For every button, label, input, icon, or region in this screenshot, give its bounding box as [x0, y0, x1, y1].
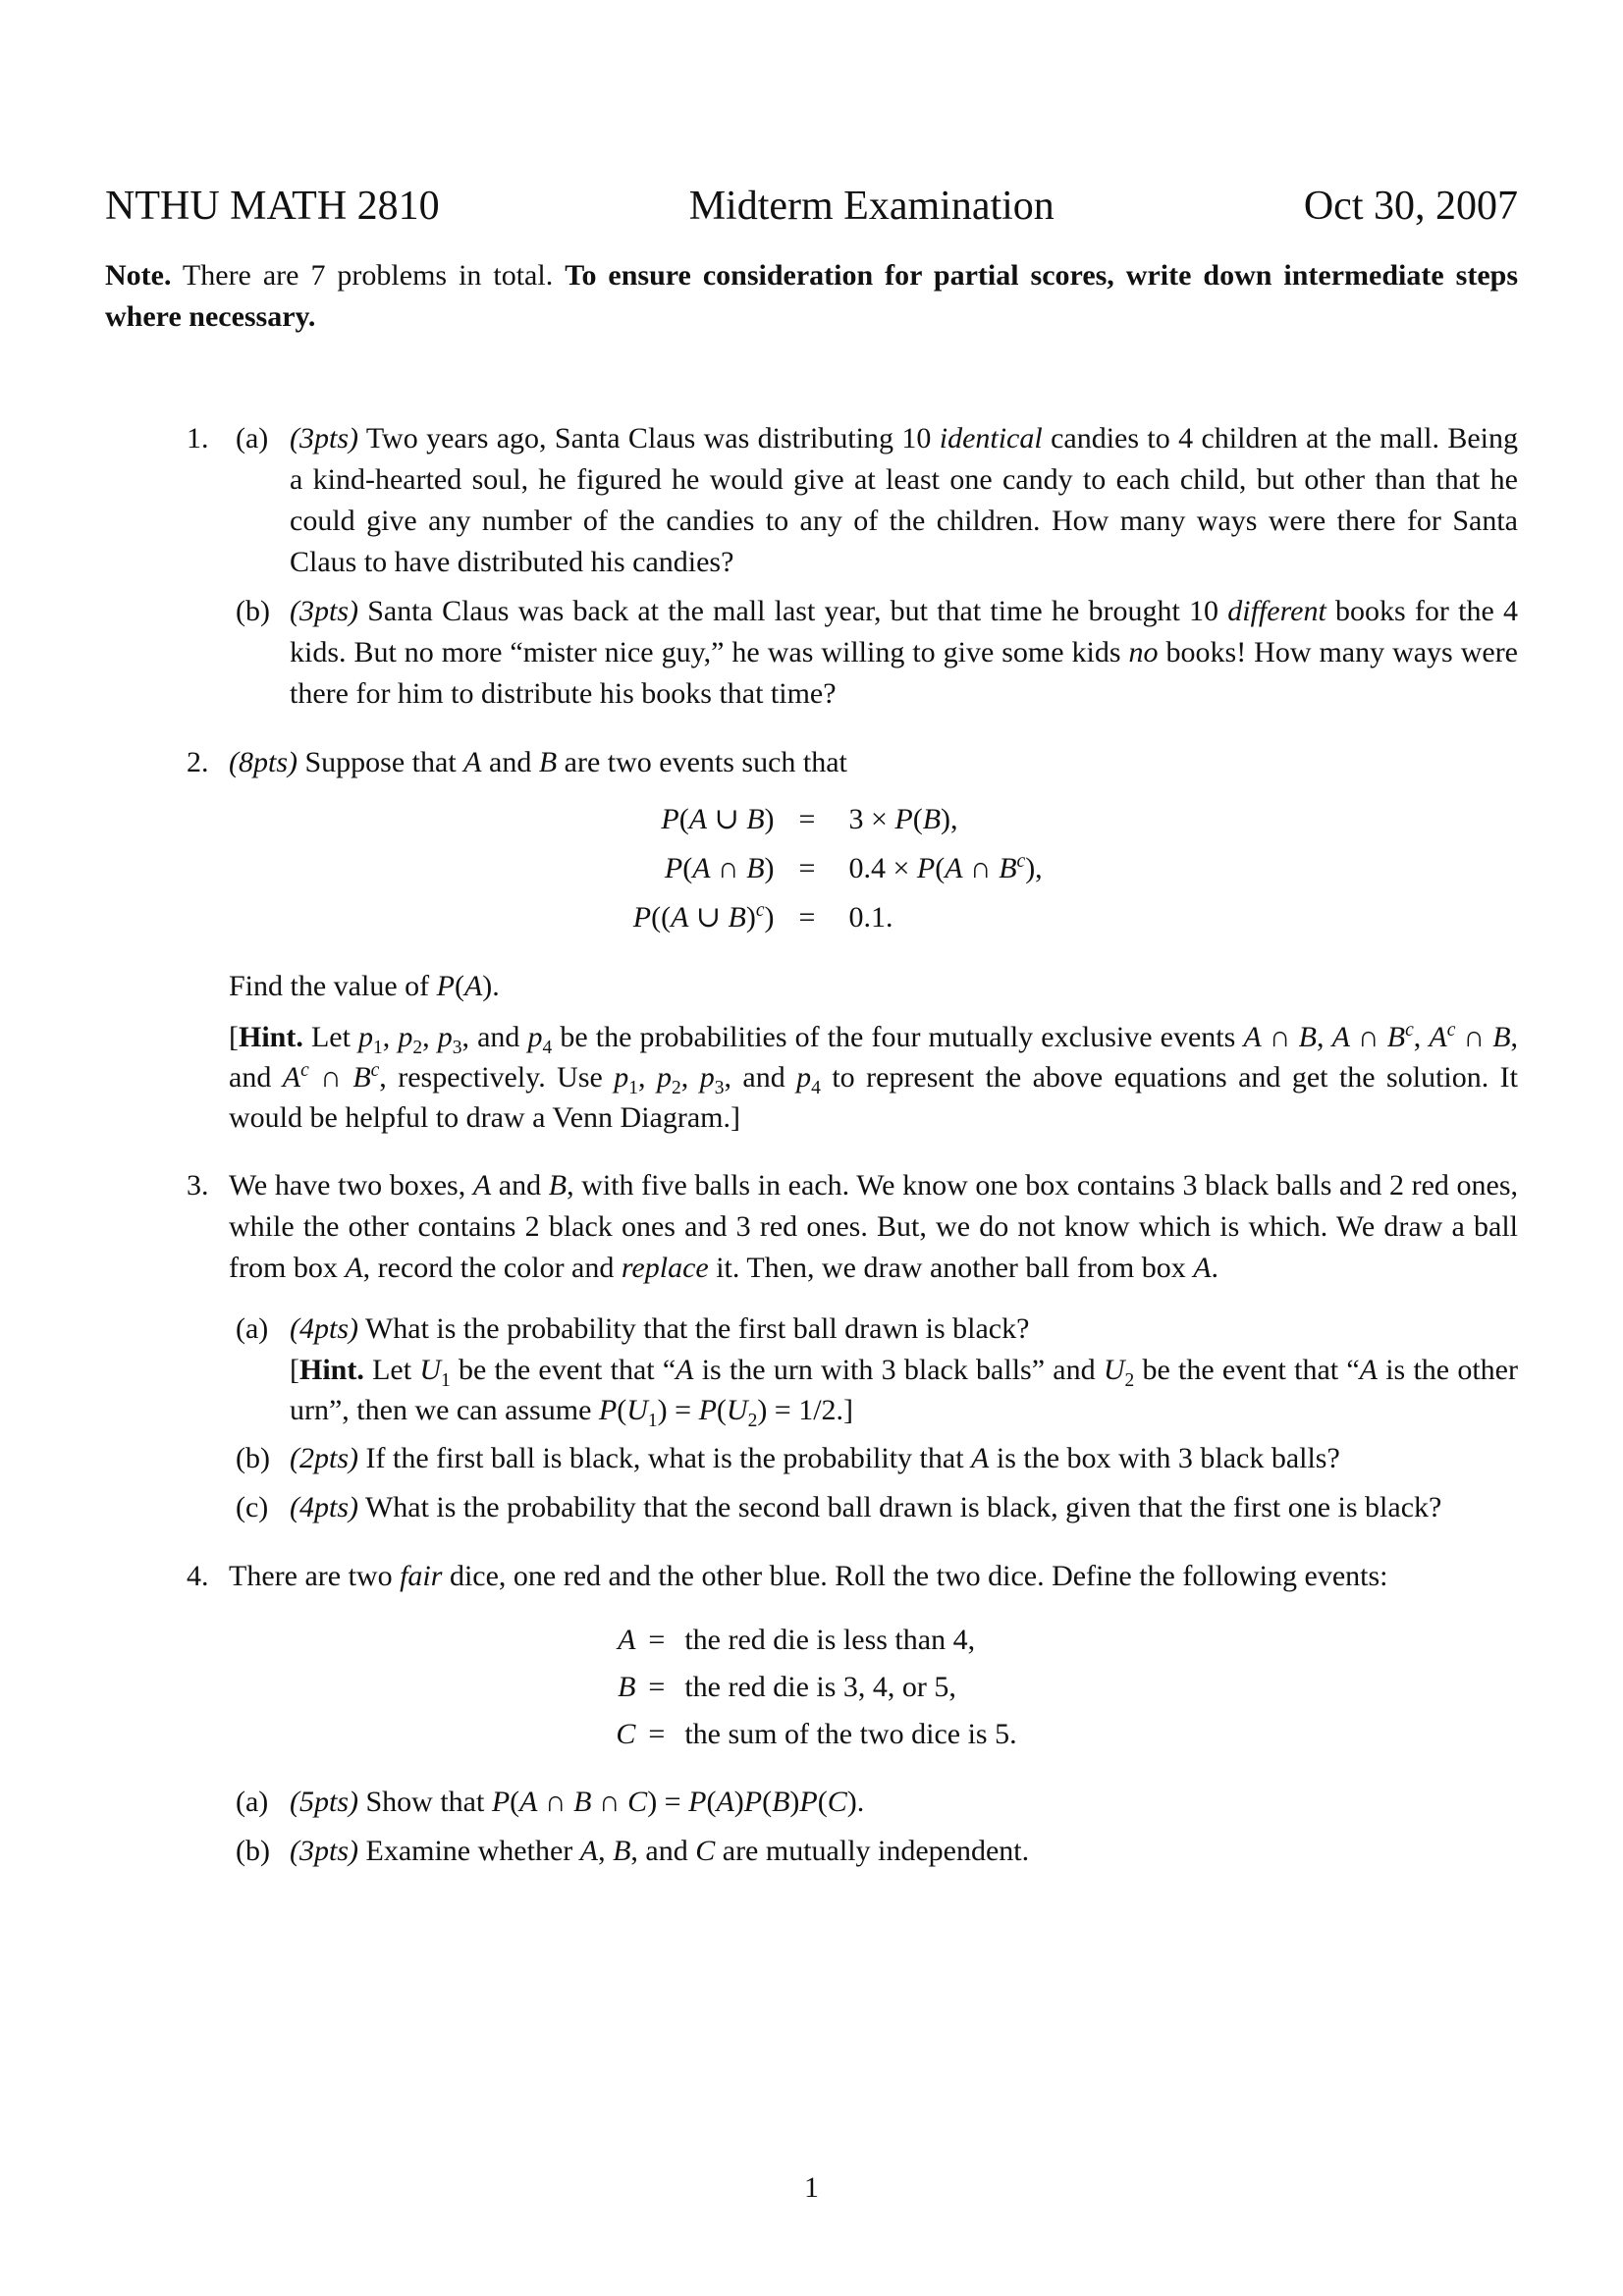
- problem-3-item-c: [229, 1487, 1518, 1528]
- problem-4: [105, 1556, 1518, 1872]
- item-b-label: (b): [236, 1835, 270, 1867]
- equation-1-lhs: P(A ∪ B): [661, 803, 775, 835]
- event-a-equals: =: [648, 1624, 666, 1656]
- item-b-label: (b): [236, 1442, 270, 1474]
- course-code: NTHU MATH 2810: [105, 184, 440, 229]
- problem-3: [105, 1165, 1518, 1528]
- equation-3-lhs: P((A ∪ B)$^c$): [632, 900, 775, 934]
- event-definitions-wrap: [105, 1617, 1518, 1758]
- problem-4-item-b: [229, 1831, 1518, 1872]
- problem-4-item-a: [229, 1782, 1518, 1823]
- problem-3-item-a: [229, 1308, 1518, 1430]
- problem-4-intro: There are two fair dice, one red and the other blue. Roll the two dice. Define the following events:: [229, 1560, 1388, 1592]
- problem-2-hint: [Hint. Let $p_1$, $p_2$, $p_3$, and $p_4$ be the probabilities of the four mutually exclusive events A ∩ B, A ∩ $B^c$, $A^c$ ∩ B, and $A^c$ ∩ $B^c$, respectively. Use $p_1$, $p_2$, $p_3$, and $p_4$ to represent the above equations and get the solution. It would be helpful to draw a Venn Diagram.]: [229, 1020, 1519, 1134]
- equation-2-rhs: 0.4 × P(A ∩ $B^c$),: [848, 851, 1043, 884]
- event-c-equals: =: [648, 1718, 666, 1750]
- item-a-label: (a): [236, 1786, 269, 1818]
- equation-3-rhs: 0.1.: [848, 901, 893, 934]
- item-b-text: (3pts) Santa Claus was back at the mall last year, but that time he brought 10 different books for the 4 kids. But no more “mister nice guy,” he was willing to give some kids no books! How many ways were there for him to distribute his books that time?: [290, 595, 1518, 710]
- item-a-hint: [Hint. Let $U_1$ be the event that “A is the urn with 3 black balls” and $U_2$ be the event that “A is the other urn”, then we can assume $P(U_1) = P(U_2) = 1/2$.]: [290, 1354, 1518, 1431]
- equation-block: [105, 795, 1518, 942]
- page-header: [105, 177, 1518, 236]
- event-c-symbol: C: [616, 1718, 636, 1750]
- problem-4-number: 4.: [187, 1560, 209, 1592]
- page-number: 1: [804, 2171, 819, 2204]
- event-b-description: the red die is 3, 4, or 5,: [684, 1671, 956, 1703]
- exam-title: Midterm Examination: [688, 184, 1055, 229]
- item-b-text: (2pts) If the first ball is black, what is the probability that A is the box with 3 black balls?: [290, 1442, 1340, 1474]
- exam-date: Oct 30, 2007: [1303, 184, 1518, 229]
- item-c-label: (c): [236, 1491, 269, 1523]
- problem-1-item-b: [229, 591, 1518, 715]
- equation-2-equals: =: [798, 852, 816, 884]
- item-b-text: (3pts) Examine whether A, B, and C are mutually independent.: [290, 1835, 1030, 1867]
- problem-3-number: 3.: [187, 1169, 209, 1201]
- item-a-label: (a): [236, 422, 269, 454]
- item-a-question: (4pts) What is the probability that the first ball drawn is black?: [290, 1312, 1030, 1345]
- item-c-text: (4pts) What is the probability that the second ball drawn is black, given that the first one is black?: [290, 1491, 1442, 1523]
- exam-note: Note. There are 7 problems in total. To ensure consideration for partial scores, write down intermediate steps where necessary.: [105, 259, 1518, 333]
- event-definitions: [606, 1617, 1016, 1758]
- item-a-label: (a): [236, 1312, 269, 1345]
- problem-1-item-a: [229, 418, 1518, 583]
- equation-1-equals: =: [798, 803, 816, 835]
- event-b-symbol: B: [618, 1671, 636, 1703]
- problem-3-intro: We have two boxes, A and B, with five balls in each. We know one box contains 3 black balls and 2 red ones, while the other contains 2 black ones and 3 red ones. But, we do not know which is which. We draw a ball from box A, record the color and replace it. Then, we draw another ball from box A.: [229, 1169, 1519, 1284]
- equation-3-equals: =: [798, 901, 816, 934]
- item-b-label: (b): [236, 595, 270, 627]
- problem-1: [105, 418, 1518, 715]
- problem-2: [105, 742, 1518, 1138]
- equation-2-lhs: P(A ∩ B): [664, 852, 775, 884]
- item-a-text: (3pts) Two years ago, Santa Claus was distributing 10 identical candies to 4 children at the mall. Being a kind-hearted soul, he figured he would give at least one candy to each child, but other than that he could give any number of the candies to any of the children. How many ways were there for Santa Claus to have distributed his candies?: [290, 422, 1518, 578]
- item-a-text: (5pts) Show that P(A ∩ B ∩ C) = P(A)P(B)P(C).: [290, 1786, 865, 1818]
- problem-2-intro: (8pts) Suppose that A and B are two events such that: [229, 746, 847, 778]
- event-a-description: the red die is less than 4,: [684, 1624, 976, 1656]
- event-c-row: [606, 1711, 1016, 1758]
- event-b-equals: =: [648, 1671, 666, 1703]
- event-a-row: [606, 1617, 1016, 1664]
- problem-1-number: 1.: [187, 422, 209, 454]
- equation-1-rhs: 3 × P(B),: [848, 803, 958, 835]
- problem-3-item-b: [229, 1438, 1518, 1479]
- event-a-symbol: A: [618, 1624, 636, 1656]
- problem-2-number: 2.: [187, 746, 209, 778]
- event-b-row: [606, 1664, 1016, 1711]
- problem-2-question: Find the value of P(A).: [229, 970, 500, 1002]
- event-c-description: the sum of the two dice is 5.: [684, 1718, 1017, 1750]
